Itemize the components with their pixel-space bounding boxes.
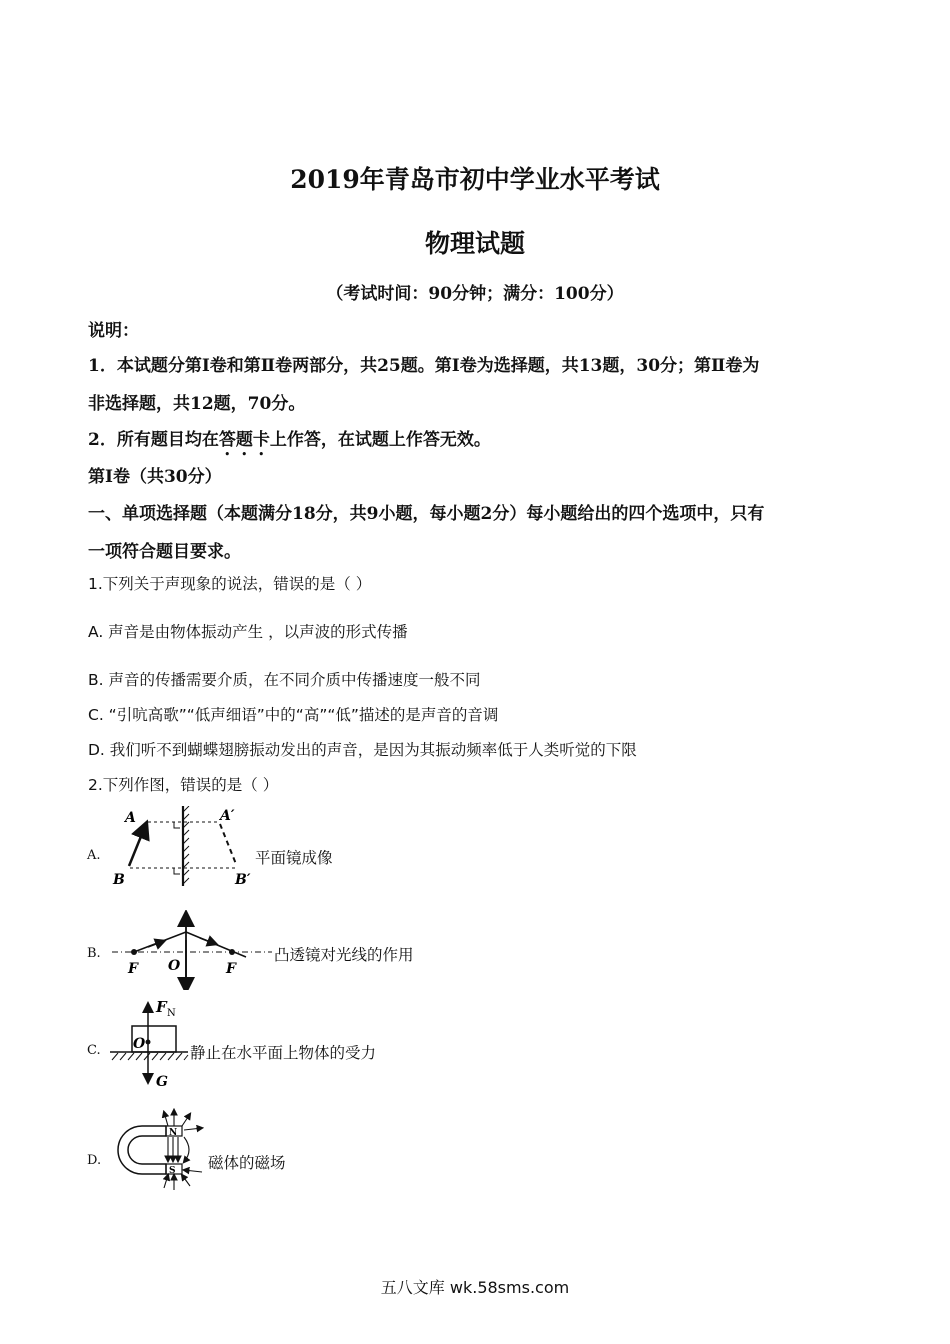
- mark-a: A: [125, 810, 136, 826]
- mark-o: O: [133, 1036, 146, 1052]
- question-2-stem: 2.下列作图，错误的是（ ）: [88, 776, 279, 794]
- mark-f: F: [156, 998, 167, 1016]
- image-arrow: [220, 824, 236, 864]
- figure-c-caption: 静止在水平面上物体的受力: [190, 1044, 377, 1062]
- horseshoe-magnet: [118, 1126, 166, 1174]
- object-arrow: [129, 824, 146, 866]
- ground-hatching: [112, 1053, 188, 1060]
- magnet-field-diagram: [108, 1106, 210, 1194]
- question-1-option-b: B. 声音的传播需要介质，在不同介质中传播速度一般不同: [88, 671, 481, 689]
- mark-b: B: [113, 872, 125, 888]
- part1-heading-line-2: 一项符合题目要求。: [88, 542, 241, 562]
- figure-d-label: D.: [87, 1153, 102, 1168]
- question-1-option-a: A. 声音是由物体振动产生 ，以声波的形式传播: [88, 623, 408, 641]
- instruction-2-after: 上作答，在试题上作答无效。: [269, 430, 491, 450]
- field-lines: [164, 1110, 202, 1190]
- figure-b-label: B.: [87, 946, 101, 961]
- question-1-stem: 1.下列关于声现象的说法，错误的是（ ）: [88, 575, 372, 593]
- section-title: 第Ⅰ卷（共30分）: [88, 467, 222, 487]
- mark-b-prime: B′: [235, 872, 251, 888]
- question-1-option-c: C. “引吭高歌”“低声细语”中的“高”“低”描述的是声音的音调: [88, 706, 499, 724]
- mark-o: O: [168, 958, 181, 974]
- mark-f-right: F: [226, 961, 236, 977]
- force-diagram: [108, 996, 190, 1090]
- convex-lens-diagram: [108, 910, 274, 990]
- plane-mirror-diagram: [108, 806, 258, 888]
- mark-n-subscript: N: [167, 1008, 176, 1019]
- mark-f-left: F: [128, 961, 138, 977]
- instruction-2-emphasis: 答题卡: [218, 430, 270, 450]
- page-footer: 五八文库 wk.58sms.com: [380, 1278, 570, 1297]
- figure-a-label: A.: [87, 848, 101, 863]
- refracted-ray: [186, 932, 246, 957]
- instruction-1-line-1: 1．本试题分第Ⅰ卷和第Ⅱ卷两部分，共25题。第Ⅰ卷为选择题，共13题，30分；第Ⅱ卷为: [88, 356, 760, 376]
- instruction-1-line-2: 非选择题，共12题，70分。: [88, 394, 306, 414]
- mark-g: G: [156, 1074, 168, 1090]
- mark-n: N: [169, 1128, 178, 1138]
- mark-a-prime: A′: [220, 808, 235, 824]
- part1-heading-line-1: 一、单项选择题（本题满分18分，共9小题，每小题2分）每小题给出的四个选项中，只有: [88, 504, 765, 524]
- instruction-2: [88, 425, 491, 460]
- subject-title: 物理试题: [424, 229, 525, 258]
- figure-a-caption: 平面镜成像: [255, 849, 333, 867]
- exam-title: 2019年青岛市初中学业水平考试: [290, 165, 660, 194]
- instructions-heading: 说明：: [88, 321, 139, 341]
- instruction-2-before: 2．所有题目均在: [88, 430, 219, 450]
- question-1-option-d: D. 我们听不到蝴蝶翅膀振动发出的声音，是因为其振动频率低于人类听觉的下限: [88, 741, 637, 759]
- figure-b-caption: 凸透镜对光线的作用: [274, 946, 414, 964]
- time-info: （考试时间：90分钟；满分：100分）: [326, 284, 624, 304]
- figure-d-caption: 磁体的磁场: [208, 1154, 286, 1172]
- figure-c-label: C.: [87, 1043, 101, 1058]
- mark-s: S: [169, 1166, 176, 1176]
